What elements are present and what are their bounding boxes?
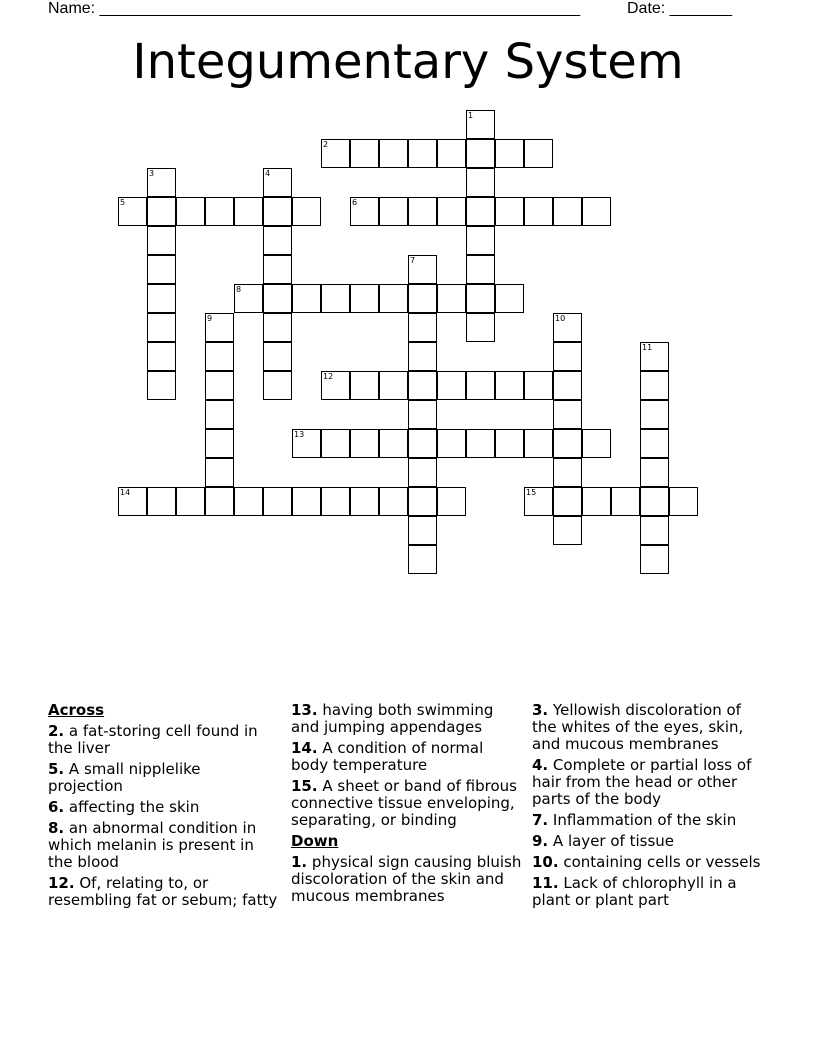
crossword-cell[interactable] xyxy=(466,139,495,168)
down-clue-11: 11. Lack of chlorophyll in a plant or plant part xyxy=(532,874,737,909)
crossword-cell[interactable] xyxy=(263,226,292,255)
crossword-cell[interactable] xyxy=(263,487,292,516)
crossword-cell[interactable] xyxy=(379,284,408,313)
cell-number: 2 xyxy=(323,140,329,149)
crossword-cell[interactable] xyxy=(379,197,408,226)
crossword-cell[interactable] xyxy=(379,139,408,168)
crossword-cell[interactable] xyxy=(640,516,669,545)
crossword-cell[interactable] xyxy=(263,284,292,313)
crossword-cell[interactable] xyxy=(437,139,466,168)
crossword-cell[interactable] xyxy=(408,342,437,371)
crossword-cell[interactable] xyxy=(350,139,379,168)
crossword-cell[interactable] xyxy=(437,487,466,516)
crossword-cell[interactable] xyxy=(205,400,234,429)
crossword-cell[interactable] xyxy=(524,371,553,400)
crossword-cell[interactable] xyxy=(321,487,350,516)
crossword-cell[interactable] xyxy=(263,197,292,226)
crossword-cell[interactable] xyxy=(582,429,611,458)
down-clue-4: 4. Complete or partial loss of hair from the head or other parts of the body xyxy=(532,756,752,808)
cell-number: 11 xyxy=(642,343,653,352)
crossword-cell[interactable] xyxy=(292,487,321,516)
crossword-cell[interactable] xyxy=(321,429,350,458)
crossword-cell[interactable] xyxy=(379,429,408,458)
crossword-cell[interactable] xyxy=(379,371,408,400)
crossword-cell[interactable] xyxy=(234,197,263,226)
clue-column-3 xyxy=(532,702,764,913)
crossword-cell[interactable] xyxy=(553,487,582,516)
crossword-cell[interactable] xyxy=(408,371,437,400)
crossword-cell[interactable] xyxy=(147,255,176,284)
crossword-cell[interactable] xyxy=(263,168,292,197)
crossword-cell[interactable] xyxy=(205,342,234,371)
crossword-cell[interactable] xyxy=(292,429,321,458)
crossword-cell[interactable] xyxy=(408,516,437,545)
cell-number: 6 xyxy=(352,198,358,207)
cell-number: 14 xyxy=(120,488,131,497)
crossword-cell[interactable] xyxy=(234,487,263,516)
crossword-cell[interactable] xyxy=(640,545,669,574)
clue-column-2 xyxy=(291,702,523,909)
down-clue-10: 10. containing cells or vessels xyxy=(532,853,761,871)
crossword-cell[interactable] xyxy=(350,371,379,400)
cell-number: 12 xyxy=(323,372,334,381)
crossword-cell[interactable] xyxy=(466,110,495,139)
crossword-cell[interactable] xyxy=(553,400,582,429)
crossword-cell[interactable] xyxy=(553,313,582,342)
crossword-cell[interactable] xyxy=(437,429,466,458)
crossword-cell[interactable] xyxy=(524,429,553,458)
across-clue-8: 8. an abnormal condition in which melanin is present in the blood xyxy=(48,819,257,871)
crossword-cell[interactable] xyxy=(466,284,495,313)
crossword-cell[interactable] xyxy=(466,429,495,458)
crossword-cell[interactable] xyxy=(408,197,437,226)
crossword-cell[interactable] xyxy=(205,313,234,342)
crossword-cell[interactable] xyxy=(669,487,698,516)
crossword-cell[interactable] xyxy=(408,429,437,458)
crossword-cell[interactable] xyxy=(350,197,379,226)
crossword-cell[interactable] xyxy=(466,313,495,342)
crossword-cell[interactable] xyxy=(147,226,176,255)
crossword-cell[interactable] xyxy=(379,487,408,516)
crossword-cell[interactable] xyxy=(147,487,176,516)
crossword-cell[interactable] xyxy=(640,458,669,487)
cell-number: 5 xyxy=(120,198,126,207)
crossword-cell[interactable] xyxy=(437,197,466,226)
down-heading: Down xyxy=(291,832,339,850)
cell-number: 9 xyxy=(207,314,213,323)
crossword-cell[interactable] xyxy=(553,342,582,371)
cell-number: 1 xyxy=(468,111,474,120)
crossword-cell[interactable] xyxy=(640,342,669,371)
crossword-cell[interactable] xyxy=(321,284,350,313)
crossword-cell[interactable] xyxy=(437,284,466,313)
crossword-cell[interactable] xyxy=(118,197,147,226)
crossword-cell[interactable] xyxy=(176,197,205,226)
crossword-cell[interactable] xyxy=(582,197,611,226)
crossword-cell[interactable] xyxy=(466,255,495,284)
crossword-cell[interactable] xyxy=(408,487,437,516)
across-clue-12: 12. Of, relating to, or resembling fat or sebum; fatty xyxy=(48,874,278,909)
crossword-cell[interactable] xyxy=(640,487,669,516)
crossword-cell[interactable] xyxy=(640,400,669,429)
crossword-cell[interactable] xyxy=(350,284,379,313)
crossword-cell[interactable] xyxy=(495,139,524,168)
crossword-cell[interactable] xyxy=(118,487,147,516)
crossword-cell[interactable] xyxy=(466,197,495,226)
crossword-cell[interactable] xyxy=(524,197,553,226)
crossword-cell[interactable] xyxy=(553,516,582,545)
name-field-label: Name: ______________________________________________________ xyxy=(48,0,581,17)
crossword-cell[interactable] xyxy=(466,168,495,197)
crossword-cell[interactable] xyxy=(234,284,263,313)
crossword-cell[interactable] xyxy=(205,487,234,516)
crossword-cell[interactable] xyxy=(408,400,437,429)
crossword-cell[interactable] xyxy=(147,284,176,313)
crossword-cell[interactable] xyxy=(147,371,176,400)
across-clue-14: 14. A condition of normal body temperature xyxy=(291,739,484,774)
crossword-cell[interactable] xyxy=(553,371,582,400)
crossword-cell[interactable] xyxy=(640,371,669,400)
crossword-cell[interactable] xyxy=(263,313,292,342)
crossword-cell[interactable] xyxy=(205,458,234,487)
across-heading: Across xyxy=(48,701,105,719)
down-clue-1: 1. physical sign causing bluish discoloration of the skin and mucous membranes xyxy=(291,853,522,905)
crossword-cell[interactable] xyxy=(466,226,495,255)
crossword-cell[interactable] xyxy=(205,371,234,400)
cell-number: 10 xyxy=(555,314,566,323)
crossword-cell[interactable] xyxy=(292,197,321,226)
crossword-cell[interactable] xyxy=(321,139,350,168)
cell-number: 4 xyxy=(265,169,271,178)
crossword-cell[interactable] xyxy=(408,284,437,313)
cell-number: 15 xyxy=(526,488,537,497)
crossword-cell[interactable] xyxy=(350,429,379,458)
crossword-cell[interactable] xyxy=(466,371,495,400)
crossword-cell[interactable] xyxy=(495,429,524,458)
crossword-cell[interactable] xyxy=(582,487,611,516)
clue-column-1 xyxy=(48,702,280,913)
cell-number: 8 xyxy=(236,285,242,294)
crossword-cell[interactable] xyxy=(147,197,176,226)
crossword-cell[interactable] xyxy=(553,197,582,226)
crossword-cell[interactable] xyxy=(553,458,582,487)
down-clue-3: 3. Yellowish discoloration of the whites of the eyes, skin, and mucous membranes xyxy=(532,701,744,753)
crossword-cell[interactable] xyxy=(524,139,553,168)
crossword-cell[interactable] xyxy=(408,458,437,487)
crossword-cell[interactable] xyxy=(263,255,292,284)
crossword-cell[interactable] xyxy=(176,487,205,516)
crossword-cell[interactable] xyxy=(640,429,669,458)
crossword-cell[interactable] xyxy=(147,168,176,197)
crossword-cell[interactable] xyxy=(263,342,292,371)
crossword-cell[interactable] xyxy=(321,371,350,400)
cell-number: 3 xyxy=(149,169,155,178)
across-clue-5: 5. A small nipplelike projection xyxy=(48,760,201,795)
cell-number: 13 xyxy=(294,430,305,439)
date-field-label: Date: _______ xyxy=(627,0,732,17)
crossword-cell[interactable] xyxy=(408,545,437,574)
crossword-cell[interactable] xyxy=(147,313,176,342)
crossword-cell[interactable] xyxy=(408,255,437,284)
across-clue-13: 13. having both swimming and jumping appendages xyxy=(291,701,494,736)
crossword-cell[interactable] xyxy=(350,487,379,516)
crossword-cell[interactable] xyxy=(611,487,640,516)
crossword-cell[interactable] xyxy=(495,284,524,313)
crossword-cell[interactable] xyxy=(292,284,321,313)
crossword-cell[interactable] xyxy=(408,313,437,342)
across-clue-6: 6. affecting the skin xyxy=(48,798,200,816)
page-title: Integumentary System xyxy=(132,34,684,90)
crossword-cell[interactable] xyxy=(524,487,553,516)
down-clue-7: 7. Inflammation of the skin xyxy=(532,811,737,829)
crossword-cell[interactable] xyxy=(437,371,466,400)
crossword-cell[interactable] xyxy=(408,139,437,168)
crossword-cell[interactable] xyxy=(205,197,234,226)
across-clue-2: 2. a fat-storing cell found in the liver xyxy=(48,722,258,757)
crossword-cell[interactable] xyxy=(553,429,582,458)
crossword-cell[interactable] xyxy=(147,342,176,371)
across-clue-15: 15. A sheet or band of fibrous connective tissue enveloping, separating, or binding xyxy=(291,777,517,829)
crossword-cell[interactable] xyxy=(495,197,524,226)
crossword-cell[interactable] xyxy=(495,371,524,400)
crossword-cell[interactable] xyxy=(205,429,234,458)
cell-number: 7 xyxy=(410,256,416,265)
down-clue-9: 9. A layer of tissue xyxy=(532,832,674,850)
crossword-cell[interactable] xyxy=(263,371,292,400)
